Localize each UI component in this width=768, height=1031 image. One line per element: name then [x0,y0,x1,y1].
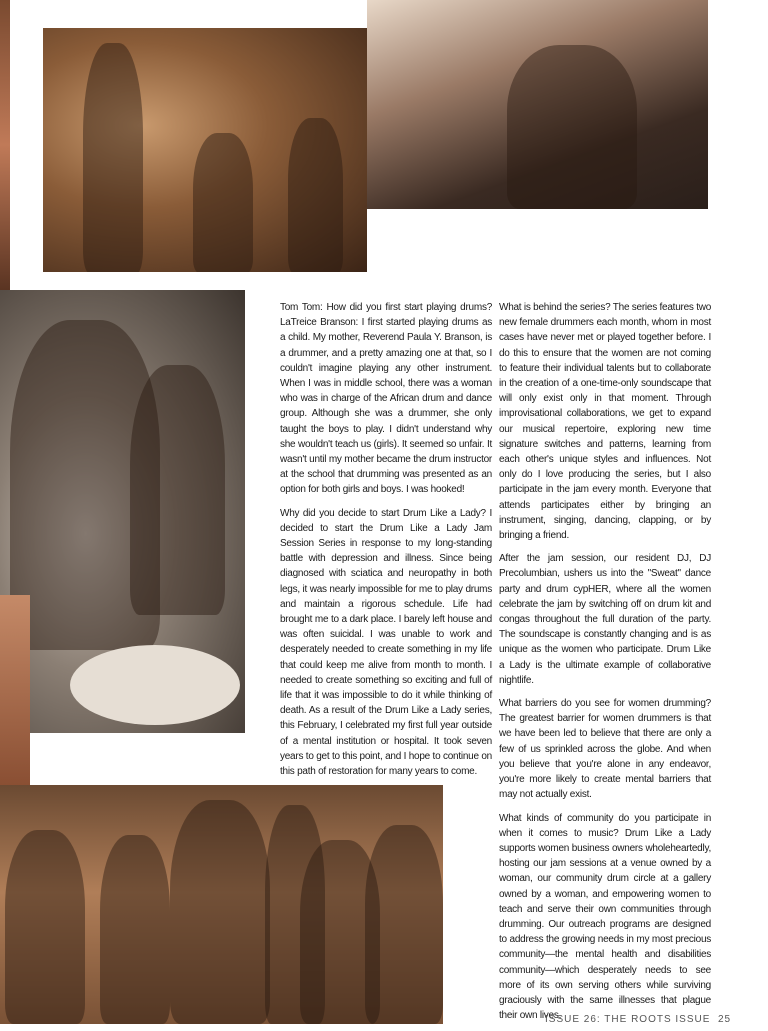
photo-edge-strip [0,0,10,290]
article-paragraph: What barriers do you see for women drumming? The greatest barrier for women drummers is that we have been led to believe that there are only a few of us sprinkled across the globe. And when you believe that you're alone in any endeavor, you're more likely to create mental barriers that may not actually exist. [499,698,711,801]
photo-edge-strip [0,595,30,785]
photo-drummer-djembe [0,290,245,733]
photo-singer-with-band [43,28,367,272]
article-column-1 [280,300,492,787]
article-paragraph: What kinds of community do you participate in when it comes to music? Drum Like a Lady supports women business owners wholeheartedly, hosting our jam sessions at a venue owned by a woman, our community drum circle at a gallery owned by a woman, and empowering women to teach and serve their own communities through drumming. Our outreach programs are designed to address the growing needs in my most precious community—the mental health and disabilities community—which desperately needs to see more of its own serving others while surviving graciously with the same illnesses that plague their own lives. [499,812,711,1022]
photo-group-of-drummers [0,785,443,1024]
page-number: 25 [718,1014,732,1025]
article-paragraph: Tom Tom: How did you first start playing drums? LaTreice Branson: I first started playing drums as a child. My mother, Reverend Paula Y. Branson, is a drummer, and a pretty amazing one at that, so I couldn't imagine playing any other instrument. When I was in middle school, there was a woman who was in charge of the African drum and dance group. Although she was a drummer, she only taught the boys to play. I didn't understand why she wouldn't teach us (girls). It seemed so unfair. It wasn't until my mother became the drum instructor at the school that drumming was presented as an option for both girls and boys. I was hooked! [280,302,492,496]
photo-drummer-with-sticks [367,0,708,209]
issue-label: ISSUE 26: THE ROOTS ISSUE [545,1014,711,1025]
article-paragraph: Why did you decide to start Drum Like a Lady? I decided to start the Drum Like a Lady Jam Session Series in response to my long-standing battle with depression and illness. Since being diagnosed with sciatica and neuropathy in both legs, it was nearly impossible for me to play drums and maintain a rigorous schedule. Life had brought me to a dark place. I barely left house and was often suicidal. I was unable to work and desperately needed to create something in my life that could keep me alive from month to month. I needed to create something so exciting and full of life that it was impossible to do it while thinking of death. As a result of the Drum Like a Lady series, this February, I celebrated my first full year outside of a mental institution or hospital. It took seven years to get to this point, and I hope to continue on this path of restoration for many years to come. [280,507,492,778]
article-column-2 [499,300,711,1031]
article-paragraph: What is behind the series? The series features two new female drummers each month, whom in most cases have never met or played together before. I do this to ensure that the women are not coming to feature their individual talents but to collaborate in the creation of a one-time-only soundscape that will only exist only in that moment. Through improvisational collaborations, we get to expand our musical repertoire, exploring new time signature switches and patterns, learning from each other's unique styles and influences. Not only do I love producing the series, but I also participate in the jam every month. Everyone that attends participates either by bringing an instrument, singing, dancing, clapping, or by bringing a friend. [499,302,711,542]
article-paragraph: After the jam session, our resident DJ, DJ Precolumbian, ushers us into the "Sweat" dance party and drum cypHER, where all the women celebrate the jam by switching off on drum kit and congas throughout the full duration of the party. The soundscape is constantly changing and is as unique as the women who participate. Drum Like a Lady is the ultimate example of collaborative nightlife. [499,553,711,686]
